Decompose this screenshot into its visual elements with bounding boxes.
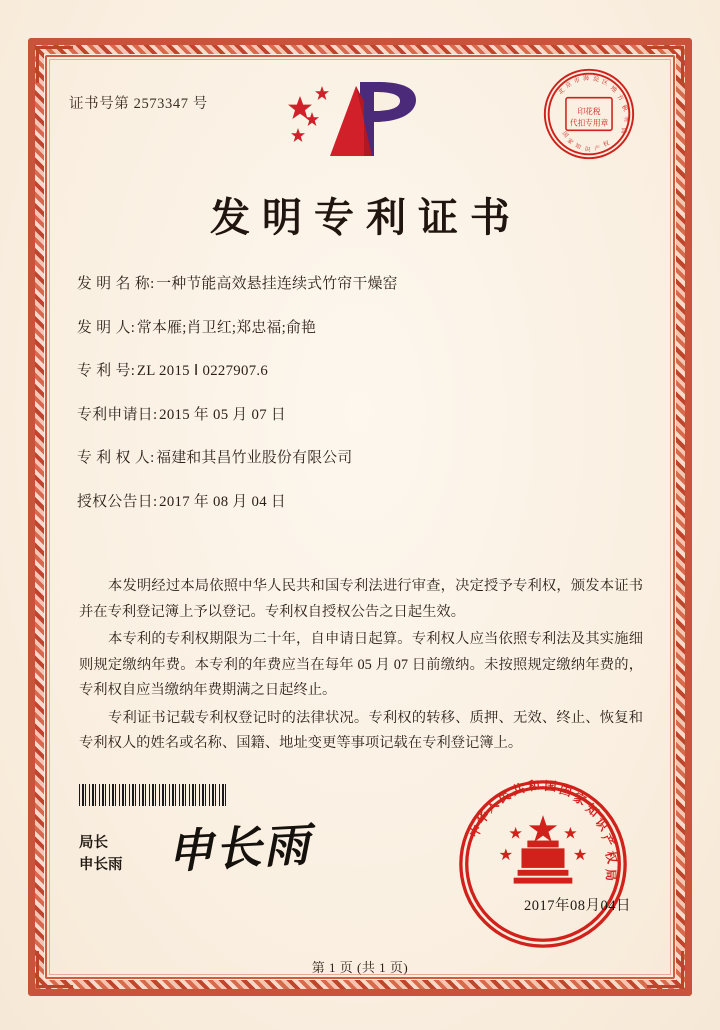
field-row-application-date — [77, 403, 647, 424]
field-row-invention-name — [77, 272, 647, 293]
field-label: 专 利 号 — [77, 363, 131, 379]
svg-text:权: 权 — [602, 849, 620, 865]
field-separator: : — [150, 450, 155, 466]
field-separator: : — [153, 406, 158, 423]
certificate-number: 证书号第 2573347 号 — [69, 96, 208, 112]
svg-text:知: 知 — [583, 800, 602, 820]
svg-text:税: 税 — [619, 103, 630, 113]
field-value: 福建和其昌竹业股份有限公司 — [156, 450, 353, 466]
certificate-content — [55, 64, 665, 975]
svg-text:产: 产 — [598, 831, 617, 849]
svg-text:民: 民 — [495, 787, 514, 806]
field-row-grant-date — [77, 490, 647, 511]
svg-text:华: 华 — [473, 808, 493, 827]
svg-text:国: 国 — [543, 778, 558, 794]
svg-text:家: 家 — [565, 137, 574, 147]
field-label: 专利申请日 — [77, 406, 153, 423]
body-text — [79, 574, 643, 759]
tax-stamp-icon — [541, 66, 637, 162]
svg-text:共: 共 — [510, 781, 527, 799]
svg-text:淀: 淀 — [592, 75, 600, 84]
svg-text:市: 市 — [572, 76, 582, 86]
field-value: 2015 年 05 月 07 日 — [159, 406, 286, 423]
svg-text:区: 区 — [600, 78, 609, 88]
field-value: ZL 2015 Ⅰ 0227907.6 — [136, 363, 269, 379]
patent-office-logo-icon — [260, 76, 460, 164]
field-label: 发 明 名 称 — [77, 276, 151, 292]
svg-text:和: 和 — [526, 778, 541, 794]
signature-block — [79, 832, 123, 876]
svg-text:国: 国 — [560, 130, 569, 139]
svg-text:产: 产 — [594, 145, 601, 153]
svg-text:方: 方 — [615, 93, 625, 103]
svg-text:印花税: 印花税 — [577, 107, 601, 116]
svg-text:地: 地 — [609, 84, 618, 95]
barcode — [79, 784, 227, 806]
page-title: 发明专利证书 — [210, 194, 522, 241]
paragraph-2: 本专利的专利权期限为二十年，自申请日起算。专利权人应当依照专利法及其实施细则规定缴纳年费。本专利的年费应当在每年 05 月 07 日前缴纳。未按照规定缴纳年费的，专利权自应当缴纳年费期满之日起终止。 — [79, 631, 643, 698]
field-value: 常本雁;肖卫红;郑忠福;俞艳 — [136, 319, 317, 336]
field-row-inventors — [77, 316, 647, 337]
svg-text:知: 知 — [573, 143, 582, 151]
field-label: 专 利 权 人 — [77, 450, 151, 466]
svg-text:局: 局 — [603, 868, 618, 882]
seal-date: 2017年08月04日 — [524, 898, 631, 914]
svg-text:识: 识 — [583, 146, 591, 154]
svg-text:代扣专用章: 代扣专用章 — [569, 118, 609, 128]
svg-text:北: 北 — [556, 86, 567, 97]
svg-text:权: 权 — [602, 140, 611, 149]
svg-text:京: 京 — [564, 80, 574, 90]
page-footer: 第 1 页 (共 1 页) — [311, 960, 409, 975]
field-row-patent-number — [77, 359, 647, 380]
svg-text:务: 务 — [621, 115, 631, 124]
paragraph-3: 专利证书记载专利权登记时的法律状况。专利权的转移、质押、无效、终止、恢复和专利权人的姓名或名称、国籍、地址变更等事项记载在专利登记簿上。 — [79, 709, 643, 751]
svg-text:人: 人 — [482, 796, 502, 816]
field-value: 2017 年 08 月 04 日 — [159, 493, 286, 510]
official-seal-icon — [455, 776, 631, 952]
svg-text:国: 国 — [557, 782, 574, 800]
handwritten-signature: 申长雨 — [165, 817, 313, 879]
paragraph-1: 本发明经过本局依照中华人民共和国专利法进行审查，决定授予专利权，颁发本证书并在专利登记簿上予以登记。专利权自授权公告之日起生效。 — [79, 578, 643, 620]
svg-text:海: 海 — [582, 74, 590, 83]
field-row-patentee — [77, 446, 647, 467]
svg-text:中: 中 — [466, 822, 485, 840]
field-separator: : — [130, 319, 135, 336]
director-role-label: 局长 — [79, 835, 108, 851]
svg-text:家: 家 — [570, 789, 589, 809]
field-label: 授权公告日 — [77, 493, 153, 510]
svg-text:识: 识 — [592, 815, 612, 834]
field-separator: : — [130, 363, 135, 379]
field-list — [77, 272, 647, 533]
field-separator: : — [150, 276, 155, 292]
director-name-label: 申长雨 — [79, 857, 123, 873]
field-value: 一种节能高效悬挂连续式竹帘干燥窑 — [156, 276, 398, 292]
field-label: 发 明 人 — [77, 319, 131, 336]
svg-text:局: 局 — [619, 127, 628, 134]
field-separator: : — [153, 493, 158, 510]
